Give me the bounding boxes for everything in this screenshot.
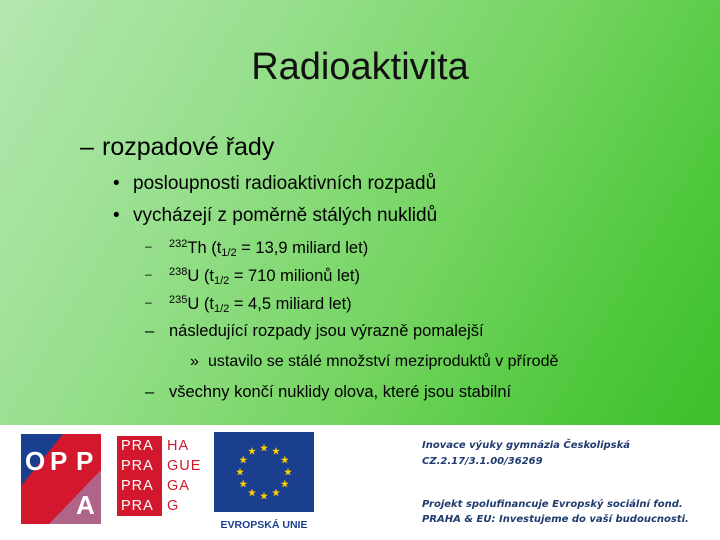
bullet-level3 [145,322,484,341]
praha-cell: PRA [117,456,162,476]
bullet-level3 [145,383,511,402]
opp-letter: A [76,490,95,520]
bullet-text: rozpadové řady [102,133,275,161]
mass-number: 238 [169,266,188,278]
praha-cell: PRA [117,496,162,516]
funding-line: Projekt spolufinancuje Evropský sociální fond. [422,499,683,510]
mass-number: 232 [169,238,188,250]
project-code: CZ.2.17/3.1.00/36269 [422,456,543,467]
praha-cell: G [167,498,180,514]
half-life-value: = 4,5 miliard let) [229,295,352,313]
bullet-level2 [113,173,436,195]
praha-cell: GA [167,478,190,494]
bullet-text: posloupnosti radioaktivních rozpadů [133,173,437,194]
praha-cell: HA [167,438,190,454]
praha-cell: PRA [117,476,162,496]
opp-letter: P [50,446,68,476]
raquo-marker: » [190,353,199,370]
element-symbol: Th [187,239,207,257]
nuclide-item-th232: – $^{232}$Th ($t_{1/2} = 13,9$ miliard let) [145,238,369,259]
opp-letter: O [25,446,46,476]
slogan-line: PRAHA & EU: Investujeme do vaší budoucnosti. [422,514,689,525]
element-symbol: U [187,295,200,313]
eu-flag-icon [214,432,314,512]
half-life-subscript: 1/2 [221,247,237,259]
half-life-subscript: 1/2 [213,303,230,315]
eu-label: EVROPSKÁ UNIE [220,519,308,531]
element-symbol: U [187,267,200,285]
dash-marker: – [145,295,152,309]
bullet-text: ustavilo se stálé množství meziproduktů v přírodě [208,353,559,370]
dash-marker: – [145,383,155,401]
opp-a-logo [21,434,101,524]
bullet-text: vycházejí z poměrně stálých nuklidů [133,205,438,226]
project-name: Inovace výuky gymnázia Českolipská [422,440,631,451]
dash-marker: – [145,239,152,253]
praha-cell: GUE [167,458,202,474]
dash-marker: – [145,322,155,340]
bullet-text: všechny končí nuklidy olova, které jsou stabilní [169,383,512,401]
nuclide-item-u238: – $^{238}$U ($t_{1/2} = 710$ milionů let) [145,266,360,287]
bullet-marker: • [113,173,120,194]
half-life-value: = 13,9 miliard let) [236,239,369,257]
dash-marker: – [145,267,152,281]
opp-letter: P [76,446,94,476]
half-life-subscript: 1/2 [213,275,230,287]
dash-marker: – [80,133,94,161]
praha-logo [117,436,206,516]
bullet-level1 [80,133,274,162]
nuclide-item-u235: – $^{235}$U ($t_{1/2} = 4,5$ miliard let) [145,294,352,315]
bullet-text: následující rozpady jsou výrazně pomalejší [169,322,484,340]
half-life-value: = 710 milionů let) [229,267,360,285]
bullet-level4 [190,353,558,371]
bullet-level2 [113,205,437,227]
eu-logo [208,432,320,531]
mass-number: 235 [169,294,188,306]
slide-title: Radioaktivita [251,46,469,88]
bullet-marker: • [113,205,120,226]
praha-cell: PRA [117,436,162,456]
